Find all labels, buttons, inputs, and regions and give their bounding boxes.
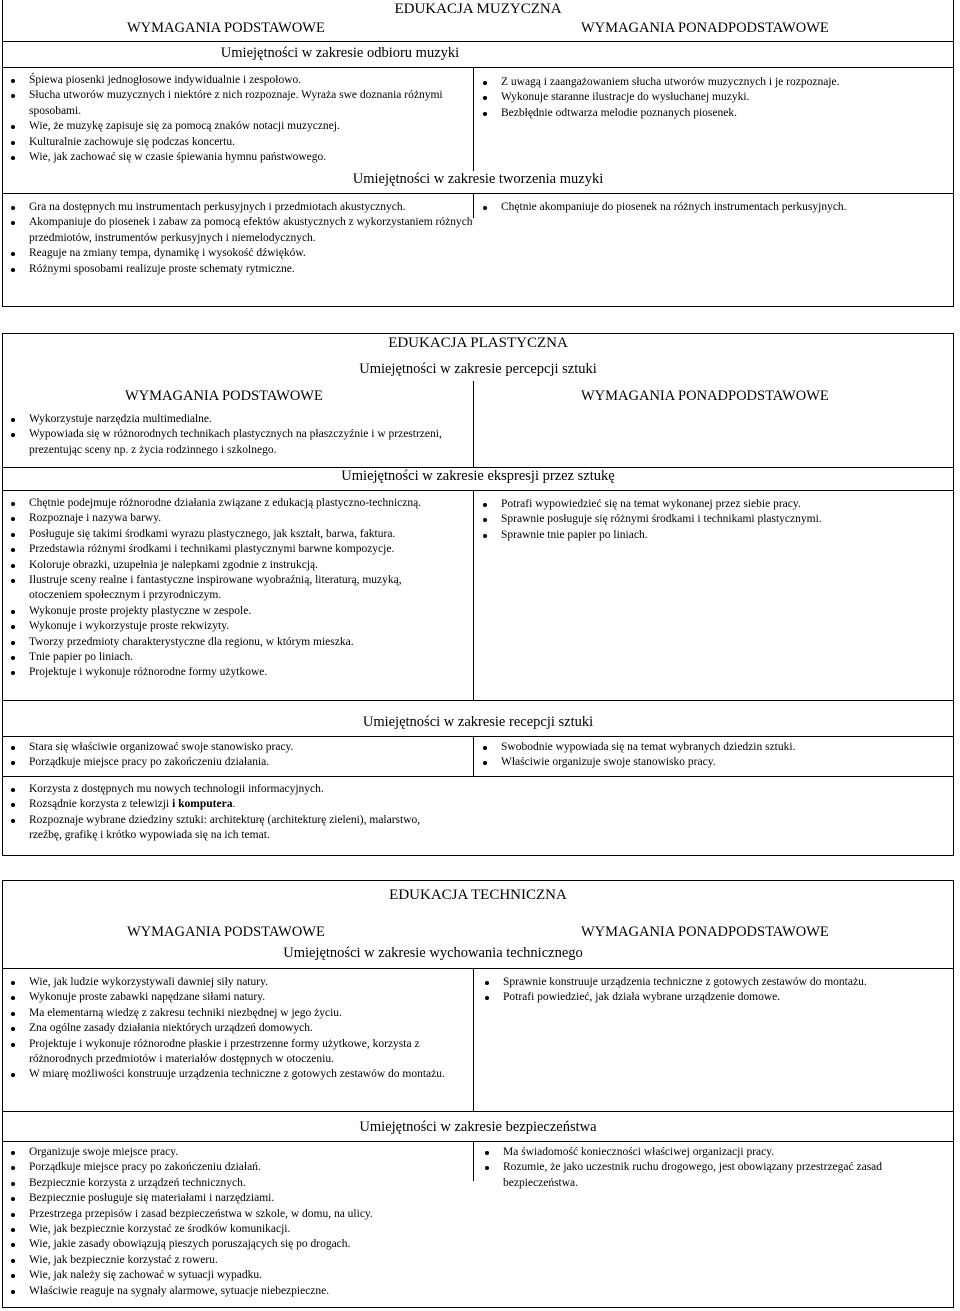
list-item: Przedstawia różnymi środkami i technikami plastycznymi barwne kompozycje.	[5, 542, 457, 557]
list-item: Wie, jak bezpiecznie korzystać z roweru.	[5, 1253, 457, 1268]
list-item: Różnymi sposobami realizuje proste schematy rytmiczne.	[5, 262, 477, 277]
list-item: Potrafi wypowiedzieć się na temat wykonanej przez siebie pracy.	[477, 497, 947, 512]
list-item: Rozumie, że jako uczestnik ruchu drogowego, jest obowiązany przestrzegać zasad bezpieczeństwa.	[479, 1160, 909, 1191]
tech-advanced-header: WYMAGANIA PONADPODSTAWOWE	[581, 924, 829, 940]
tech-technical-basic-list	[5, 975, 449, 1083]
art-subheading-expression: Umiejętności w zakresie ekspresji przez sztukę	[341, 468, 615, 484]
list-item: Wypowiada się w różnorodnych technikach plastycznych na płaszczyźnie i w przestrzeni, prezentując sceny np. z życia rodzinnego i szkolnego.	[5, 427, 445, 458]
divider	[3, 776, 953, 777]
tech-subheading-safety: Umiejętności w zakresie bezpieczeństwa	[359, 1119, 597, 1135]
list-item: Porządkuje miejsce pracy po zakończeniu działania.	[5, 755, 457, 770]
tech-safety-basic-list	[5, 1145, 457, 1299]
list-item: Wie, jak należy się zachować w sytuacji wypadku.	[5, 1268, 457, 1283]
list-item: Kulturalnie zachowuje się podczas koncertu.	[5, 135, 453, 150]
music-basic-header: WYMAGANIA PODSTAWOWE	[127, 20, 325, 36]
music-title: EDUKACJA MUZYCZNA	[394, 1, 562, 17]
list-item: Korzysta z dostępnych mu nowych technologii informacyjnych.	[5, 782, 437, 797]
list-item: Tnie papier po liniach.	[5, 650, 457, 665]
list-item: Potrafi powiedzieć, jak działa wybrane urządzenie domowe.	[479, 990, 869, 1005]
list-item: Słucha utworów muzycznych i niektóre z nich rozpoznaje. Wyraża swe doznania różnymi sposobami.	[5, 88, 453, 119]
art-advanced-header: WYMAGANIA PONADPODSTAWOWE	[581, 388, 829, 404]
music-reception-basic-list	[5, 73, 453, 165]
list-item: Rozpoznaje wybrane dziedziny sztuki: architekturę (architekturę zieleni), malarstwo, rzeźbę, grafikę i krótko wypowiada się na ich temat.	[5, 813, 437, 844]
art-reception-advanced-list	[477, 740, 947, 771]
list-item: Wie, jak bezpiecznie korzystać ze środków komunikacji.	[5, 1222, 457, 1237]
list-item: Wykonuje staranne ilustracje do wysłuchanej muzyki.	[477, 90, 947, 105]
divider	[3, 700, 953, 701]
column-divider	[473, 67, 474, 171]
list-item: Bezpiecznie korzysta z urządzeń technicznych.	[5, 1176, 457, 1191]
list-item-text: Rozsądnie korzysta z telewizji	[29, 798, 173, 811]
divider	[3, 1111, 953, 1112]
list-item: Akompaniuje do piosenek i zabaw za pomocą efektów akustycznych z wykorzystaniem różnych przedmiotów, instrumentów perkusyjnych i niemelodycznych.	[5, 215, 477, 246]
list-item: Przestrzega przepisów i zasad bezpieczeństwa w szkole, w domu, na ulicy.	[5, 1207, 457, 1222]
column-divider	[473, 381, 474, 467]
list-item: Ilustruje sceny realne i fantastyczne inspirowane wyobraźnią, literaturą, muzyką, otoczeniem społecznym i przyrodniczym.	[5, 573, 457, 604]
music-creation-advanced-list	[477, 200, 947, 215]
list-item: Wie, że muzykę zapisuje się za pomocą znaków notacji muzycznej.	[5, 119, 453, 134]
list-item: Posługuje się takimi środkami wyrazu plastycznego, jak kształt, barwa, faktura.	[5, 527, 457, 542]
tech-technical-advanced-list	[479, 975, 869, 1006]
list-item: Wykonuje proste projekty plastyczne w zespole.	[5, 604, 457, 619]
list-item: Porządkuje miejsce pracy po zakończeniu działań.	[5, 1160, 457, 1175]
art-perception-basic-list	[5, 412, 445, 458]
list-item: Rozpoznaje i nazywa barwy.	[5, 511, 457, 526]
list-item: Organizuje swoje miejsce pracy.	[5, 1145, 457, 1160]
column-divider	[473, 968, 474, 1111]
list-item	[5, 797, 437, 812]
art-subheading-reception: Umiejętności w zakresie recepcji sztuki	[362, 714, 594, 730]
list-item: Swobodnie wypowiada się na temat wybranych dziedzin sztuki.	[477, 740, 947, 755]
column-divider	[473, 1141, 474, 1181]
list-item: Wie, jakie zasady obowiązują pieszych poruszających się po drogach.	[5, 1237, 457, 1252]
list-item: Wie, jak ludzie wykorzystywali dawniej siły natury.	[5, 975, 449, 990]
divider	[3, 736, 953, 737]
tech-basic-header: WYMAGANIA PODSTAWOWE	[127, 924, 325, 940]
list-item: Śpiewa piosenki jednogłosowe indywidualnie i zespołowo.	[5, 73, 453, 88]
divider	[3, 968, 953, 969]
list-item: Sprawnie konstruuje urządzenia techniczne z gotowych zestawów do montażu.	[479, 975, 869, 990]
list-item: Reaguje na zmiany tempa, dynamikę i wysokość dźwięków.	[5, 246, 477, 261]
art-title: EDUKACJA PLASTYCZNA	[388, 335, 568, 351]
music-creation-basic-list	[5, 200, 477, 277]
list-item: Projektuje i wykonuje różnorodne płaskie i przestrzenne formy użytkowe, korzysta z różnorodnych przedmiotów i materiałów dostępnych w otoczeniu.	[5, 1037, 449, 1068]
column-divider	[473, 490, 474, 700]
list-item: Koloruje obrazki, uzupełnia je nalepkami zgodnie z instrukcją.	[5, 558, 457, 573]
tech-title: EDUKACJA TECHNICZNA	[389, 887, 567, 903]
list-item: Projektuje i wykonuje różnorodne formy użytkowe.	[5, 665, 457, 680]
list-item: Gra na dostępnych mu instrumentach perkusyjnych i przedmiotach akustycznych.	[5, 200, 477, 215]
list-item: Sprawnie tnie papier po liniach.	[477, 528, 947, 543]
divider	[3, 41, 953, 42]
list-item: Właściwie reaguje na sygnały alarmowe, sytuacje niebezpieczne.	[5, 1284, 457, 1299]
music-section	[2, 0, 954, 307]
divider	[3, 193, 953, 194]
list-item-bold-text: i komputera	[172, 798, 233, 811]
list-item: Bezbłędnie odtwarza melodie poznanych piosenek.	[477, 106, 947, 121]
art-section	[2, 333, 954, 856]
list-item: Bezpiecznie posługuje się materiałami i narzędziami.	[5, 1191, 457, 1206]
list-item: Ma elementarną wiedzę z zakresu techniki niezbędnej w jego życiu.	[5, 1006, 449, 1021]
list-item: Tworzy przedmioty charakterystyczne dla regionu, w którym mieszka.	[5, 635, 457, 650]
list-item: Chętnie akompaniuje do piosenek na różnych instrumentach perkusyjnych.	[477, 200, 947, 215]
music-subheading-reception: Umiejętności w zakresie odbioru muzyki	[220, 45, 460, 61]
art-reception-basic-list	[5, 740, 457, 771]
list-item: Wie, jak zachować się w czasie śpiewania hymnu państwowego.	[5, 150, 453, 165]
list-item: Sprawnie posługuje się różnymi środkami i technikami plastycznymi.	[477, 512, 947, 527]
tech-safety-advanced-list	[479, 1145, 909, 1191]
list-item: Właściwie organizuje swoje stanowisko pracy.	[477, 755, 947, 770]
divider	[3, 490, 953, 491]
list-item: Z uwagą i zaangażowaniem słucha utworów muzycznych i je rozpoznaje.	[477, 75, 947, 90]
divider	[3, 67, 953, 68]
list-item: W miarę możliwości konstruuje urządzenia techniczne z gotowych zestawów do montażu.	[5, 1067, 449, 1082]
list-item: Zna ogólne zasady działania niektórych urządzeń domowych.	[5, 1021, 449, 1036]
tech-subheading-technical: Umiejętności w zakresie wychowania technicznego	[283, 945, 583, 961]
list-item: Chętnie podejmuje różnorodne działania związane z edukacją plastyczno-techniczną.	[5, 496, 457, 511]
music-advanced-header: WYMAGANIA PONADPODSTAWOWE	[581, 20, 829, 36]
list-item-text: .	[232, 798, 236, 811]
music-subheading-creation: Umiejętności w zakresie tworzenia muzyki	[352, 171, 604, 187]
list-item: Wykonuje proste zabawki napędzane siłami natury.	[5, 990, 449, 1005]
tech-section	[2, 880, 954, 1308]
art-basic-header: WYMAGANIA PODSTAWOWE	[125, 388, 323, 404]
list-item: Wykorzystuje narzędzia multimedialne.	[5, 412, 445, 427]
divider	[3, 1141, 953, 1142]
list-item: Stara się właściwie organizować swoje stanowisko pracy.	[5, 740, 457, 755]
column-divider	[473, 736, 474, 776]
music-reception-advanced-list	[477, 75, 947, 121]
art-expression-basic-list	[5, 496, 457, 681]
list-item: Wykonuje i wykorzystuje proste rekwizyty.	[5, 619, 457, 634]
art-reception-extra-list	[5, 782, 437, 844]
list-item: Ma świadomość konieczności właściwej organizacji pracy.	[479, 1145, 909, 1160]
art-expression-advanced-list	[477, 497, 947, 543]
art-subheading-perception: Umiejętności w zakresie percepcji sztuki	[359, 361, 597, 377]
